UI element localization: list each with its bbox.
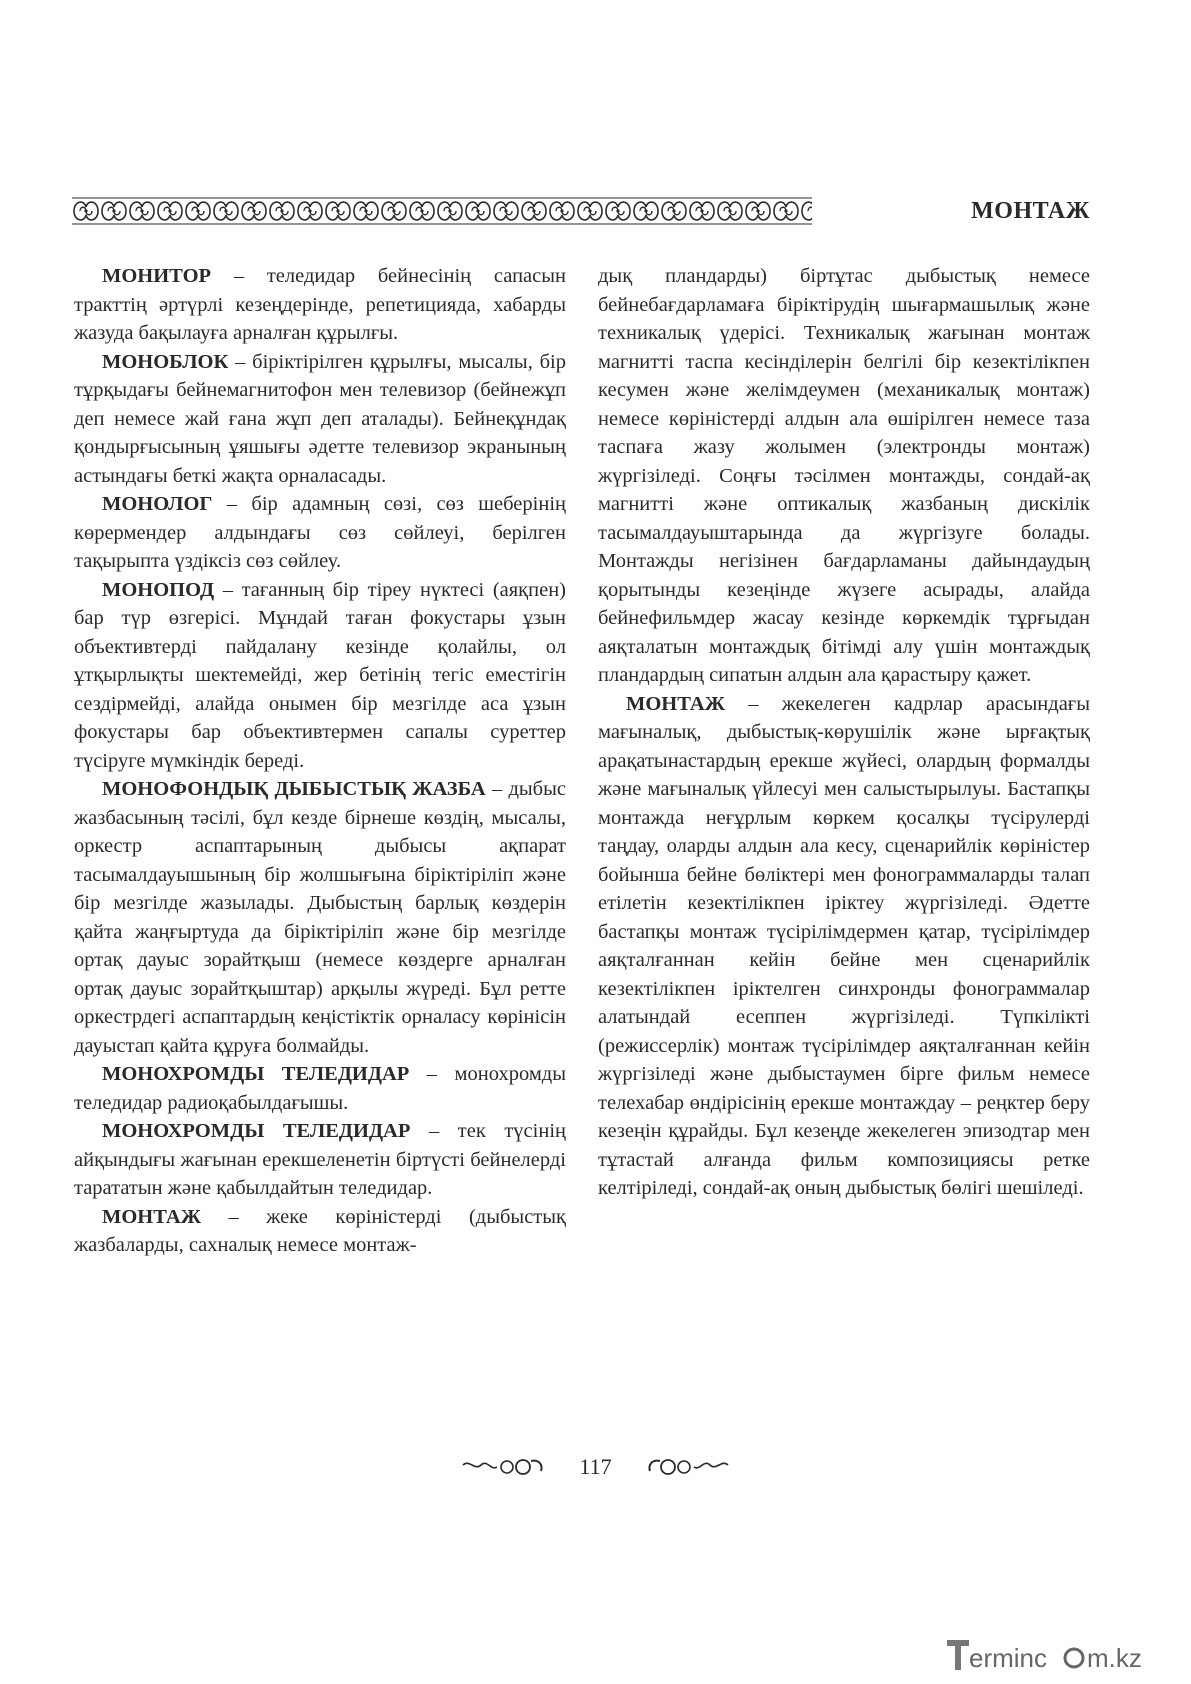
scroll-ornament-right-icon [646,1455,730,1479]
entry-term: МОНИТОР [102,265,212,287]
page-number: 117 [579,1454,612,1479]
entry-text: – біріктірілген құрылғы, мысалы, бір тұрқыдағы бейнемагнитофон мен телевизор (бейнежұп деп немесе жай ғана жұп деп аталады). Бейнеқұндақ қондырғысының ұяшығы әдетте телевизор экранының астындағы беткі жақта орналасады. [74,350,566,487]
svg-text:erminc: erminc [969,1643,1048,1673]
page-header [72,194,1090,228]
article-columns [74,262,1090,1260]
entry-term: МОНОХРОМДЫ ТЕЛЕДИДАР [102,1120,411,1142]
right-column [598,262,1090,1260]
entry-term: МОНОХРОМДЫ ТЕЛЕДИДАР [102,1063,410,1085]
entry-text: – бір адамның сөзі, сөз шеберінің көрермендер алдындағы сөз сөйлеуі, берілген тақырыпта үздіксіз сөз сөйлеу. [74,493,566,572]
entry-text: – монохромды теледидар радиоқабылдағышы. [74,1063,566,1114]
scroll-ornament-left-icon [461,1455,545,1479]
entry-montage-1 [74,1203,566,1260]
entry-term: МОНТАЖ [626,692,725,715]
entry-term: МОНОФОНДЫҚ ДЫБЫСТЫҚ ЖАЗБА [102,778,486,800]
entry-text: – дыбыс жазбасының тәсілі, бұл кезде бірнеше көздің, мысалы, оркестр аспаптарының дыбысы ақпарат тасымалдауышының бір жолшығына біріктіріліп және бір мезгілде жазылады. Дыбыстың барлық көздерін қайта жаңғыртуда да біріктіріліп және бір мезгілде ортақ дауыс зорайтқыш (немесе көздерге арналған ортақ дауыс зорайтқыштар) арқылы жүреді. Бұл ретте оркестрдегі аспаптардың кеңістіктік орналасу көрінісін дауыстап қайта құруға болмайды. [74,778,566,1057]
entry-text: – теледидар бейнесінің сапасын тракттің әртүрлі кезеңдерінде, репетицияда, хабарды жазуда бақылауға арналған құрылғы. [74,265,566,344]
entry-monophonic-recording [74,775,566,1060]
entry-montage-2 [598,690,1090,1203]
svg-text:m.kz: m.kz [1087,1643,1142,1673]
termincom-logo-watermark [947,1634,1177,1674]
page-footer [0,1447,1191,1487]
left-column [74,262,566,1260]
entry-text: – жекелеген кадрлар арасындағы мағыналық, дыбыстық-көрушілік және ырғақтық арақатынастардың ерекше жүйесі, олардың формалды және мағыналық үйлесуі мен салыстырылуы. Бастапқы монтажда неғұрлым көркем қосалқы түсірулерді таңдау, оларды алдын ала кесу, сценарийлік көріністер бойынша бейне бөліктері мен фонограммаларды талап етілетін кезектілікпен іріктеу жүргізіледі. Әдетте бастапқы монтаж түсірілімдермен қатар, түсірілімдер аяқталғаннан кейін бейне мен сценарийлік кезектілікпен іріктелген синхронды фонограммалар алатындай есеппен жүргізіледі. Түпкілікті (режиссерлік) монтаж түсірілімдер аяқталғаннан кейін жүргізіледі және дыбыстаумен бірге фильм немесе телехабар өндірісінің ерекше монтаждау – реңктер беру кезеңін құрайды. Бұл кезеңде жекелеген эпизодтар мен тұтастай алғанда фильм композициясы ретке келтіріледі, сондай-ақ оның дыбыстық бөлігі шешіледі. [598,692,1090,1199]
entry-monitor [74,262,566,348]
entry-monochrome-tv-1 [74,1060,566,1117]
entry-term: МОНОПОД [102,578,215,601]
entry-text: – тағанның бір тіреу нүктесі (аяқпен) бар түр өзгерісі. Мұндай таған фокустары ұзын объективтерді пайдалану кезінде қолайлы, ол ұтқырлықты шектемейді, жер бетінің тегіс еместігін сездірмейді, алайда онымен бір мезгілде аса ұзын фокустары бар объективтермен сапалы суреттер түсіруге мүмкіндік береді. [74,578,566,772]
entry-term: МОНОБЛОК [102,350,229,373]
entry-montage-1-continuation: дық пландарды) біртұтас дыбыстық немесе бейнебағдарламаға біріктірудің шығармашылық және техникалық үдерісі. Техникалық жағынан монтаж магнитті таспа кесінділерін белгілі бір кезектілікпен кесумен және желімдеумен (механикалық монтаж) немесе көріністерді алдын ала өшірілген немесе таза таспаға жазу жолымен (электронды монтаж) жүргізіледі. Соңғы тәсілмен монтажды, сондай-ақ магнитті және оптикалық жазбаның дискілік тасымалдауыштарында да жүргізуге болады. Монтажды негізінен бағдарламаны дайындаудың қорытынды кезеңінде жүзеге асырады, алайда бейнефильмдер жасау кезінде көркемдік тұрғыдан аяқталатын монтаждық бітімді алу үшін монтаждық пландардың сипатын алдын ала қарастыру қажет. [598,265,1090,686]
entry-monopod [74,576,566,776]
entry-monolog [74,490,566,576]
kazakh-ornament-band-icon [72,194,812,228]
entry-term: МОНОЛОГ [102,493,213,515]
entry-text: – тек түсінің айқындығы жағынан ерекшеленетін біртүсті бейнелерді тарататын және қабылдайтын теледидар. [74,1120,566,1199]
running-head: МОНТАЖ [971,198,1090,224]
entry-monoblock [74,348,566,491]
entry-text: – жеке көріністерді (дыбыстық жазбаларды, сахналық немесе монтаж- [74,1205,566,1256]
entry-term: МОНТАЖ [102,1205,201,1228]
entry-monochrome-tv-2 [74,1117,566,1203]
